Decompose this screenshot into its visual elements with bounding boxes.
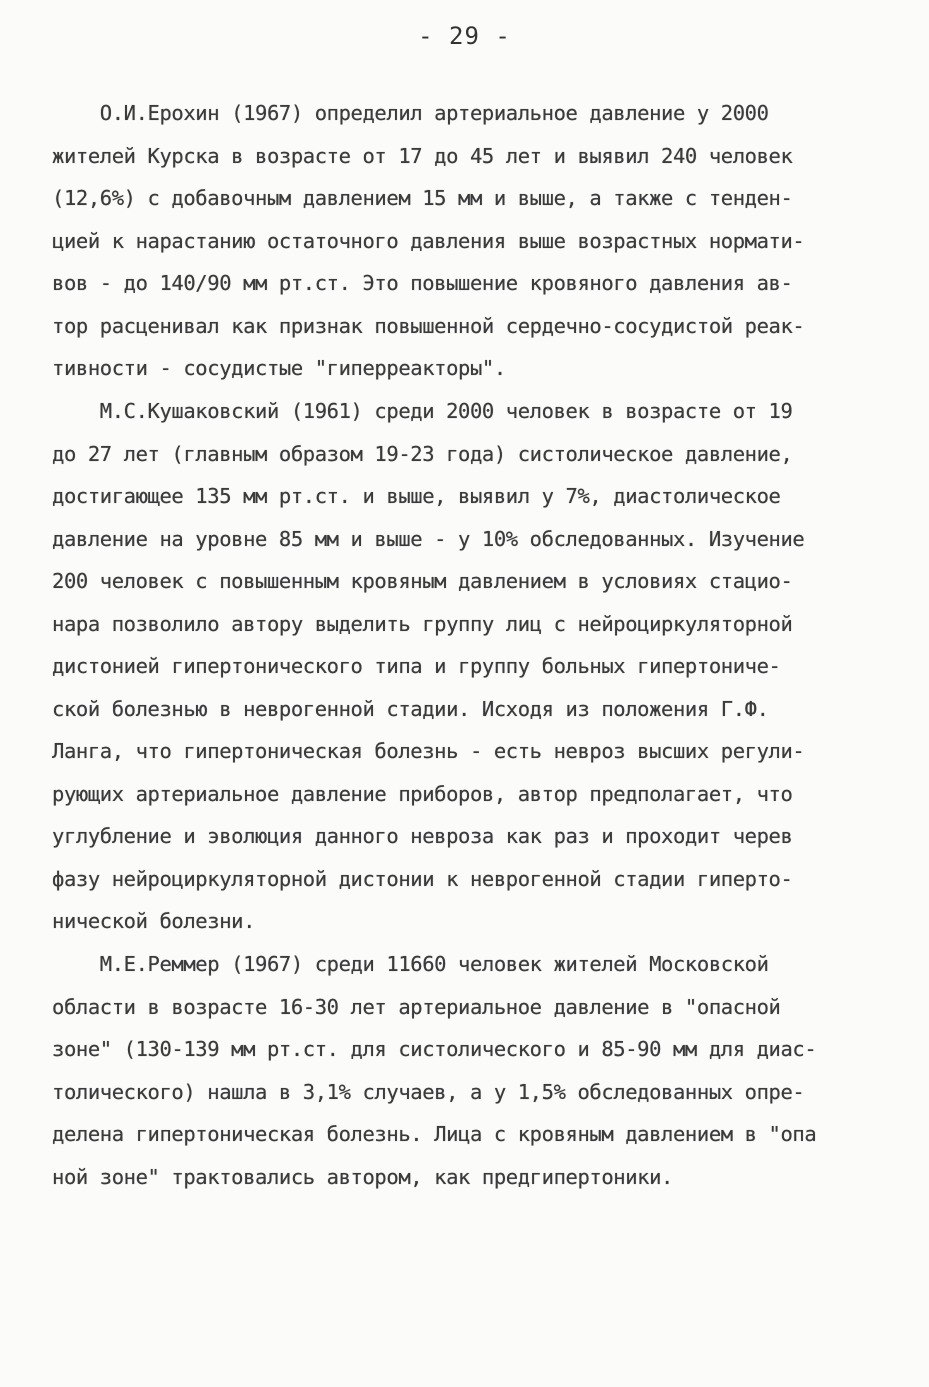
text-line: жителей Курска в возрасте от 17 до 45 лет и выявил 240 человек	[52, 143, 793, 168]
text-line: ской болезнью в неврогенной стадии. Исходя из положения Г.Ф.	[52, 696, 769, 721]
text-line: фазу нейроциркуляторной дистонии к неврогенной стадии гиперто-	[52, 866, 793, 891]
page-number: - 29 -	[418, 22, 511, 50]
text-line: тор расценивал как признак повышенной сердечно-сосудистой реак-	[52, 313, 805, 338]
text-line: Ланга, что гипертоническая болезнь - есть невроз высших регули-	[52, 739, 805, 763]
text-line: цией к нарастанию остаточного давления выше возрастных нормати-	[52, 228, 805, 253]
text-line: зоне" (130-139 мм рт.ст. для систолического и 85-90 мм для диас-	[52, 1037, 817, 1061]
text-line: М.Е.Реммер (1967) среди 11660 человек жителей Московской	[52, 952, 769, 976]
text-line: дистонией гипертонического типа и группу больных гипертониче-	[52, 654, 781, 678]
text-line: (12,6%) с добавочным давлением 15 мм и выше, а также с тенден-	[52, 186, 793, 210]
text-line: достигающее 135 мм рт.ст. и выше, выявил у 7%, диастолическое	[52, 484, 781, 508]
text-line: ной зоне" трактовались автором, как предгипертоники.	[52, 1164, 673, 1189]
text-line: толического) нашла в 3,1% случаев, а у 1,5% обследованных опре-	[52, 1079, 805, 1104]
text-line: области в возрасте 16-30 лет артериальное давление в "опасной	[52, 994, 781, 1019]
paragraph-kushakovsky	[52, 390, 882, 943]
paragraph-erokhin	[52, 92, 882, 390]
paragraph-remmer	[52, 943, 882, 1198]
text-line: рующих артериальное давление приборов, автор предполагает, что	[52, 781, 793, 806]
text-line: давление на уровне 85 мм и выше - у 10% обследованных. Изучение	[52, 526, 805, 551]
text-line: нара позволило автору выделить группу лиц с нейроциркуляторной	[52, 611, 793, 636]
text-line: М.С.Кушаковский (1961) среди 2000 человек в возрасте от 19	[52, 399, 793, 423]
text-line: вов - до 140/90 мм рт.ст. Это повышение кровяного давления ав-	[52, 271, 793, 295]
text-line: нической болезни.	[52, 909, 256, 933]
text-line: тивности - сосудистые "гиперреакторы".	[52, 356, 506, 380]
text-line: углубление и эволюция данного невроза как раз и проходит черев	[52, 824, 793, 848]
text-line: до 27 лет (главным образом 19-23 года) систолическое давление,	[52, 441, 793, 466]
text-line: 200 человек с повышенным кровяным давлением в условиях стацио-	[52, 569, 793, 593]
text-line: делена гипертоническая болезнь. Лица с кровяным давлением в "опа	[52, 1122, 817, 1146]
text-line: О.И.Ерохин (1967) определил артериальное давление у 2000	[52, 101, 769, 125]
